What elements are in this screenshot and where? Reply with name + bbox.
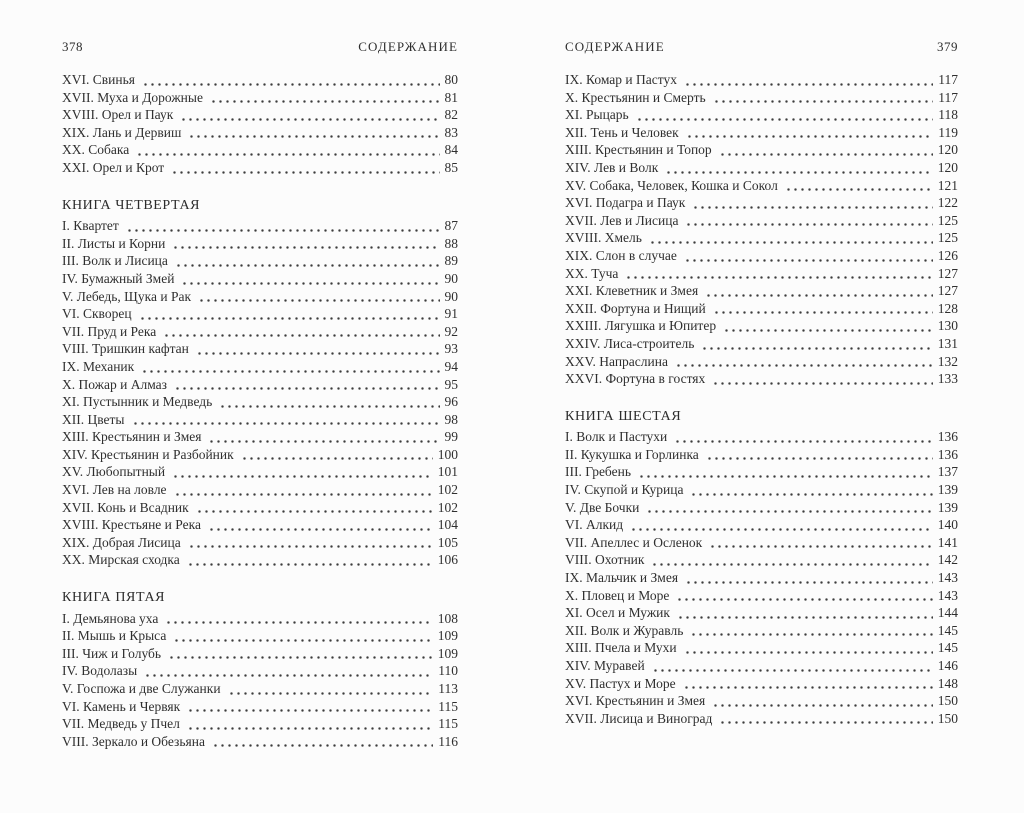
entry-page-number: 118 (938, 107, 958, 123)
toc-entry (62, 610, 458, 628)
entry-title: XIX. Добрая Лисица (62, 534, 181, 550)
entry-title: V. Госпожа и две Служанки (62, 681, 221, 696)
toc-entry (565, 141, 958, 159)
toc-entry (62, 124, 458, 142)
entry-page-number: 92 (444, 323, 458, 339)
entry-title: XVII. Муха и Дорожные (62, 89, 203, 105)
entry-page-number: 99 (444, 429, 458, 445)
entry-page-number: 144 (937, 605, 958, 621)
toc-entry (62, 715, 458, 733)
toc-entry (62, 551, 458, 569)
toc-entry (565, 71, 958, 89)
dot-leader (208, 528, 433, 531)
entry-title: XX. Туча (565, 265, 619, 281)
dot-leader (210, 100, 440, 103)
entry-page-number: 102 (437, 499, 458, 515)
toc-entry (565, 622, 958, 640)
toc-entry (565, 710, 958, 728)
entry-title: IV. Водолазы (62, 663, 138, 679)
entry-title: XIII. Крестьянин и Топор (565, 142, 712, 158)
entry-title: VI. Скворец (62, 306, 132, 322)
toc-entry (62, 305, 458, 323)
entry-page-number: 125 (937, 230, 958, 246)
entry-title: XIX. Слон в случае (565, 247, 677, 263)
toc-entry (565, 604, 958, 622)
toc-entry (62, 534, 458, 552)
entry-title: XXI. Клеветник и Змея (565, 283, 699, 299)
dot-leader (677, 616, 933, 619)
entry-page-number: 80 (444, 72, 458, 87)
entry-title: X. Пловец и Море (565, 587, 670, 603)
dot-leader (241, 457, 433, 460)
entry-title: XXIII. Лягушка и Юпитер (565, 318, 717, 334)
entry-page-number: 132 (937, 353, 958, 369)
entry-page-number: 93 (444, 341, 458, 357)
entry-title: XXI. Орел и Крот (62, 159, 165, 175)
entry-page-number: 139 (937, 482, 958, 498)
entry-page-number: 116 (438, 733, 458, 749)
dot-leader (785, 188, 933, 191)
entry-page-number: 150 (937, 710, 958, 726)
toc-entry (62, 159, 458, 177)
entry-title: XVIII. Орел и Паук (62, 107, 174, 123)
entry-page-number: 145 (937, 622, 958, 638)
toc-entry (62, 481, 458, 499)
entry-title: IV. Скупой и Курица (565, 482, 684, 498)
dot-leader (630, 528, 933, 531)
toc-entry (565, 300, 958, 318)
entry-page-number: 84 (444, 142, 458, 158)
entry-title: III. Волк и Лисица (62, 253, 168, 269)
dot-leader (636, 118, 934, 121)
right-page (565, 40, 958, 727)
toc-entry (565, 551, 958, 569)
dot-leader (685, 581, 933, 584)
entry-title: XX. Мирская сходка (62, 552, 180, 568)
toc-entry (62, 288, 458, 306)
dot-leader (625, 276, 932, 279)
toc-entry (62, 340, 458, 358)
toc-entry (565, 106, 958, 124)
toc-entry (62, 358, 458, 376)
dot-leader (712, 704, 933, 707)
entry-page-number: 130 (937, 318, 958, 334)
dot-leader (652, 669, 933, 672)
toc-entry (565, 229, 958, 247)
toc-entry (565, 124, 958, 142)
dot-leader (684, 259, 933, 262)
toc-entry (62, 252, 458, 270)
dot-leader (173, 639, 432, 642)
dot-leader (187, 727, 433, 730)
dot-leader (208, 440, 439, 443)
entry-title: XIV. Крестьянин и Разбойник (62, 446, 234, 462)
toc-entry (565, 353, 958, 371)
toc-entry (62, 89, 458, 107)
entry-page-number: 142 (937, 552, 958, 568)
toc-entry (565, 194, 958, 212)
entry-title: XIX. Лань и Дервиш (62, 124, 182, 140)
right-page-header (565, 40, 958, 53)
dot-leader (171, 171, 439, 174)
entry-page-number: 91 (444, 306, 458, 322)
entry-page-number: 88 (444, 235, 458, 251)
entry-page-number: 96 (444, 394, 458, 410)
entry-title: XII. Тень и Человек (565, 124, 679, 140)
toc-entry (565, 370, 958, 388)
right-page-number: 379 (937, 39, 958, 54)
entry-title: XVII. Лев и Лисица (565, 212, 679, 228)
entry-title: XXIV. Лиса-строитель (565, 335, 695, 351)
entry-title: V. Две Бочки (565, 499, 640, 515)
entry-title: XV. Любопытный (62, 464, 166, 480)
entry-page-number: 127 (937, 283, 958, 299)
dot-leader (665, 171, 932, 174)
entry-page-number: 136 (937, 429, 958, 445)
entry-title: VIII. Тришкин кафтан (62, 341, 189, 357)
entry-title: XIII. Пчела и Мухи (565, 640, 677, 656)
dot-leader (174, 387, 440, 390)
dot-leader (175, 264, 440, 267)
toc-entry (62, 323, 458, 341)
toc-entry (565, 159, 958, 177)
left-page (62, 40, 458, 750)
entry-page-number: 113 (438, 681, 458, 696)
toc-entry (565, 569, 958, 587)
toc-entry (565, 639, 958, 657)
entry-page-number: 85 (444, 159, 458, 175)
entry-page-number: 131 (937, 335, 958, 351)
toc-entry (62, 499, 458, 517)
entry-title: X. Крестьянин и Смерть (565, 89, 706, 105)
entry-title: IV. Бумажный Змей (62, 270, 175, 286)
dot-leader (181, 282, 439, 285)
entry-page-number: 125 (937, 212, 958, 228)
dot-leader (168, 656, 433, 659)
entry-page-number: 115 (438, 698, 458, 714)
entry-page-number: 117 (938, 72, 958, 87)
entry-page-number: 102 (437, 482, 458, 498)
toc-entry (62, 428, 458, 446)
toc-entry (62, 463, 458, 481)
entry-page-number: 140 (937, 517, 958, 533)
toc-entry (565, 675, 958, 693)
toc-entry (62, 270, 458, 288)
entry-page-number: 83 (444, 124, 458, 140)
entry-title: XXV. Напраслина (565, 353, 668, 369)
toc-entry (62, 627, 458, 645)
dot-leader (174, 493, 433, 496)
dot-leader (141, 370, 439, 373)
entry-page-number: 94 (444, 358, 458, 374)
entry-page-number: 150 (937, 693, 958, 709)
dot-leader (719, 153, 933, 156)
toc-entry (62, 698, 458, 716)
toc-entry (62, 235, 458, 253)
dot-leader (196, 352, 440, 355)
dot-leader (165, 621, 432, 624)
entry-title: XI. Рыцарь (565, 107, 629, 123)
toc-entry (62, 217, 458, 235)
book-heading: КНИГА ПЯТАЯ (62, 590, 166, 606)
dot-leader (690, 493, 932, 496)
entry-title: II. Листы и Корни (62, 235, 166, 251)
dot-leader (686, 135, 934, 138)
dot-leader (638, 475, 933, 478)
dot-leader (196, 510, 433, 513)
dot-leader (180, 118, 439, 121)
entry-page-number: 145 (937, 640, 958, 656)
toc-entry (565, 587, 958, 605)
entry-title: XI. Пустынник и Медведь (62, 394, 213, 410)
toc-entry (62, 393, 458, 411)
left-page-number: 378 (62, 39, 83, 54)
entry-page-number: 82 (444, 107, 458, 123)
book-heading: КНИГА ЧЕТВЕРТАЯ (62, 197, 201, 213)
toc-entry (62, 733, 458, 751)
dot-leader (126, 229, 440, 232)
entry-page-number: 87 (444, 218, 458, 234)
entry-title: XVIII. Крестьяне и Река (62, 517, 201, 533)
toc-entry (565, 534, 958, 552)
dot-leader (690, 633, 932, 636)
entry-title: XIII. Крестьянин и Змея (62, 429, 202, 445)
toc-entry (565, 89, 958, 107)
dot-leader (163, 334, 439, 337)
entry-title: I. Волк и Пастухи (565, 429, 668, 445)
entry-title: VII. Апеллес и Осленок (565, 534, 703, 550)
toc-entry (62, 106, 458, 124)
entry-title: V. Лебедь, Щука и Рак (62, 288, 192, 304)
toc-entry (565, 516, 958, 534)
entry-title: VI. Камень и Червяк (62, 698, 181, 714)
dot-leader (219, 405, 439, 408)
entry-title: XII. Цветы (62, 411, 125, 427)
entry-page-number: 104 (437, 517, 458, 533)
entry-page-number: 117 (938, 89, 958, 105)
toc-entry (565, 692, 958, 710)
book-heading: КНИГА ШЕСТАЯ (565, 408, 682, 424)
left-running-head: СОДЕРЖАНИЕ (358, 39, 458, 54)
entry-title: XVI. Лев на ловле (62, 482, 167, 498)
toc-entry (62, 645, 458, 663)
dot-leader (212, 744, 433, 747)
toc-entry (62, 680, 458, 698)
dot-leader (187, 563, 433, 566)
entry-page-number: 120 (937, 159, 958, 175)
toc-entry (62, 71, 458, 89)
dot-leader (646, 510, 932, 513)
dot-leader (198, 299, 439, 302)
entry-page-number: 141 (937, 534, 958, 550)
toc-entry (62, 141, 458, 159)
dot-leader (685, 223, 932, 226)
entry-page-number: 137 (937, 464, 958, 480)
toc-entry (565, 265, 958, 283)
toc-entry (62, 516, 458, 534)
entry-page-number: 110 (438, 663, 458, 679)
dot-leader (713, 100, 934, 103)
toc-entry (565, 446, 958, 464)
entry-title: XVII. Конь и Всадник (62, 499, 189, 515)
entry-page-number: 98 (444, 411, 458, 427)
entry-page-number: 139 (937, 499, 958, 515)
dot-leader (228, 692, 434, 695)
dot-leader (719, 721, 932, 724)
toc-entry (565, 657, 958, 675)
entry-page-number: 146 (937, 658, 958, 673)
dot-leader (675, 364, 933, 367)
right-running-head: СОДЕРЖАНИЕ (565, 39, 665, 54)
dot-leader (136, 153, 439, 156)
dot-leader (701, 347, 932, 350)
entry-page-number: 109 (437, 628, 458, 644)
dot-leader (723, 329, 933, 332)
toc-entry (62, 376, 458, 394)
dot-leader (142, 83, 440, 86)
dot-leader (674, 440, 932, 443)
entry-page-number: 108 (437, 610, 458, 626)
entry-title: IX. Мальчик и Змея (565, 570, 679, 586)
dot-leader (172, 246, 439, 249)
toc-entry (565, 499, 958, 517)
entry-page-number: 133 (937, 371, 958, 387)
toc-entry (565, 428, 958, 446)
toc-entry (565, 282, 958, 300)
toc-entry (565, 463, 958, 481)
entry-page-number: 126 (937, 247, 958, 263)
entry-page-number: 95 (444, 376, 458, 392)
entry-title: XIV. Муравей (565, 658, 645, 673)
entry-page-number: 121 (937, 177, 958, 193)
dot-leader (684, 83, 933, 86)
entry-title: XII. Волк и Журавль (565, 622, 684, 638)
toc-entry (565, 247, 958, 265)
entry-page-number: 120 (937, 142, 958, 158)
toc-entry (62, 411, 458, 429)
entry-title: XV. Собака, Человек, Кошка и Сокол (565, 177, 778, 193)
entry-page-number: 106 (437, 552, 458, 568)
dot-leader (706, 457, 933, 460)
entry-page-number: 90 (444, 270, 458, 286)
right-page-sections (565, 71, 958, 727)
entry-page-number: 89 (444, 253, 458, 269)
entry-page-number: 127 (937, 265, 958, 281)
entry-title: XIV. Лев и Волк (565, 159, 659, 175)
entry-title: VIII. Зеркало и Обезьяна (62, 733, 205, 749)
toc-entry (565, 317, 958, 335)
dot-leader (692, 206, 932, 209)
entry-page-number: 128 (937, 300, 958, 316)
dot-leader (139, 317, 440, 320)
entry-title: I. Демьянова уха (62, 610, 159, 626)
entry-title: XVII. Лисица и Виноград (565, 710, 713, 726)
entry-page-number: 100 (437, 446, 458, 462)
toc-entry (565, 335, 958, 353)
toc-entry (62, 662, 458, 680)
entry-title: XVIII. Хмель (565, 230, 642, 246)
dot-leader (132, 422, 440, 425)
entry-title: III. Чиж и Голубь (62, 645, 162, 661)
entry-title: X. Пожар и Алмаз (62, 376, 167, 392)
entry-title: VII. Пруд и Река (62, 323, 157, 339)
dot-leader (649, 241, 933, 244)
entry-title: VI. Алкид (565, 517, 624, 533)
toc-entry (62, 446, 458, 464)
entry-title: XI. Осел и Мужик (565, 605, 670, 621)
left-page-sections (62, 71, 458, 750)
dot-leader (713, 311, 933, 314)
entry-title: I. Квартет (62, 218, 119, 234)
entry-title: III. Гребень (565, 464, 631, 480)
entry-title: VIII. Охотник (565, 552, 645, 568)
entry-title: XV. Пастух и Море (565, 675, 676, 691)
entry-page-number: 136 (937, 446, 958, 462)
dot-leader (683, 686, 933, 689)
dot-leader (172, 475, 433, 478)
entry-page-number: 101 (437, 464, 458, 480)
dot-leader (709, 545, 933, 548)
entry-title: XVI. Подагра и Паук (565, 195, 686, 211)
entry-page-number: 148 (937, 675, 958, 691)
dot-leader (684, 651, 933, 654)
entry-page-number: 115 (438, 716, 458, 732)
entry-page-number: 105 (437, 534, 458, 550)
entry-title: XX. Собака (62, 142, 130, 158)
dot-leader (712, 382, 932, 385)
entry-page-number: 143 (937, 570, 958, 586)
entry-page-number: 81 (444, 89, 458, 105)
entry-title: IX. Механик (62, 358, 135, 374)
entry-page-number: 122 (937, 195, 958, 211)
toc-entry (565, 481, 958, 499)
dot-leader (676, 598, 932, 601)
toc-entry (565, 212, 958, 230)
dot-leader (705, 294, 933, 297)
dot-leader (144, 674, 433, 677)
dot-leader (651, 563, 932, 566)
entry-title: XXVI. Фортуна в гостях (565, 371, 706, 387)
entry-page-number: 119 (938, 124, 958, 140)
entry-title: VII. Медведь у Пчел (62, 716, 180, 732)
entry-title: XVI. Свинья (62, 72, 135, 87)
entry-title: II. Кукушка и Горлинка (565, 446, 699, 462)
dot-leader (187, 709, 433, 712)
entry-title: IX. Комар и Пастух (565, 72, 677, 87)
entry-title: II. Мышь и Крыса (62, 628, 167, 644)
entry-title: XVI. Крестьянин и Змея (565, 693, 706, 709)
entry-page-number: 109 (437, 645, 458, 661)
entry-page-number: 90 (444, 288, 458, 304)
dot-leader (188, 545, 433, 548)
entry-page-number: 143 (937, 587, 958, 603)
entry-title: XXII. Фортуна и Нищий (565, 300, 706, 316)
dot-leader (188, 135, 439, 138)
toc-entry (565, 177, 958, 195)
left-page-header (62, 40, 458, 53)
